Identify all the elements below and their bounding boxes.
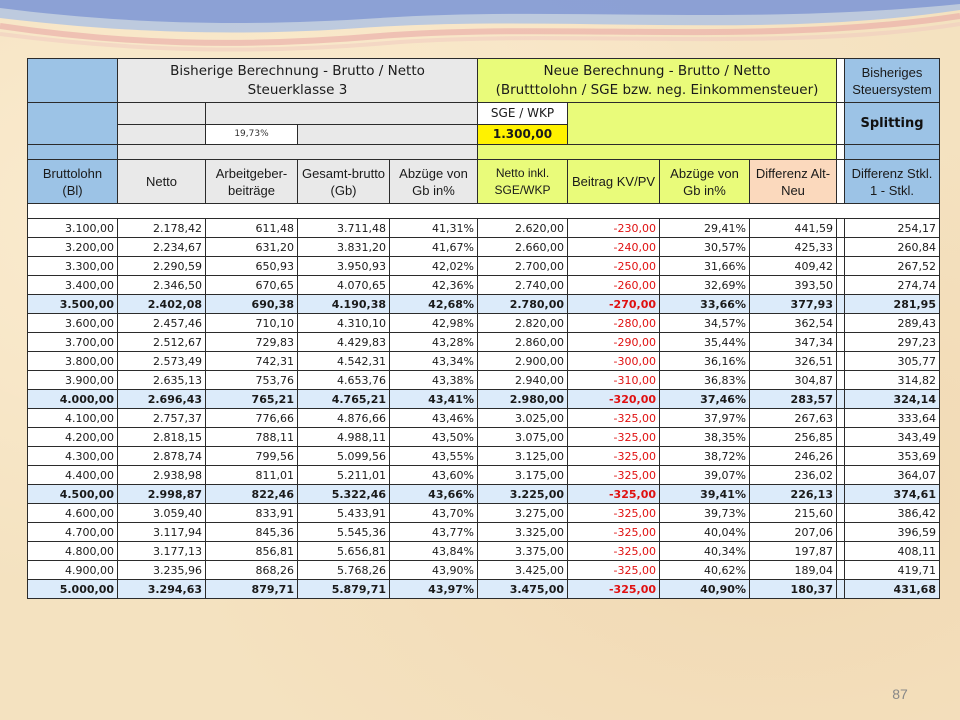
cell-netto-sge: 2.740,00 bbox=[478, 276, 568, 295]
cell-differenz-alt-neu: 362,54 bbox=[750, 314, 837, 333]
old-calculation-title: Bisherige Berechnung - Brutto / Netto bbox=[170, 62, 425, 79]
cell-differenz-stkl: 267,52 bbox=[845, 257, 940, 276]
system-header: Bisheriges Steuersystem bbox=[845, 59, 940, 103]
col-header-gesamtbrutto: Gesamt-brutto (Gb) bbox=[298, 160, 390, 204]
old-calculation-subtitle: Steuerklasse 3 bbox=[247, 81, 348, 98]
new-calculation-title: Neue Berechnung - Brutto / Netto bbox=[543, 62, 771, 79]
gap-cell bbox=[837, 276, 845, 295]
gap-cell bbox=[837, 352, 845, 371]
cell-differenz-alt-neu: 180,37 bbox=[750, 580, 837, 599]
cell-bruttolohn: 4.700,00 bbox=[28, 523, 118, 542]
cell-arbeitgeberbeitraege: 650,93 bbox=[206, 257, 298, 276]
cell-abzuege-neu: 31,66% bbox=[660, 257, 750, 276]
cell-arbeitgeberbeitraege: 710,10 bbox=[206, 314, 298, 333]
cell-bruttolohn: 4.600,00 bbox=[28, 504, 118, 523]
cell-differenz-alt-neu: 283,57 bbox=[750, 390, 837, 409]
gap-cell bbox=[837, 447, 845, 466]
gap-cell bbox=[837, 390, 845, 409]
cell-differenz-stkl: 408,11 bbox=[845, 542, 940, 561]
cell-gesamtbrutto: 5.322,46 bbox=[298, 485, 390, 504]
cell-gesamtbrutto: 3.950,93 bbox=[298, 257, 390, 276]
gap-cell bbox=[837, 428, 845, 447]
cell-netto-sge: 2.700,00 bbox=[478, 257, 568, 276]
cell-differenz-alt-neu: 226,13 bbox=[750, 485, 837, 504]
cell-arbeitgeberbeitraege: 856,81 bbox=[206, 542, 298, 561]
cell-netto: 2.234,67 bbox=[118, 238, 206, 257]
cell-abzuege-neu: 38,35% bbox=[660, 428, 750, 447]
cell-bruttolohn: 4.900,00 bbox=[28, 561, 118, 580]
gap-cell bbox=[837, 257, 845, 276]
cell-abzuege-neu: 39,73% bbox=[660, 504, 750, 523]
cell-differenz-alt-neu: 377,93 bbox=[750, 295, 837, 314]
cell-gesamtbrutto: 3.831,20 bbox=[298, 238, 390, 257]
cell-bruttolohn: 4.300,00 bbox=[28, 447, 118, 466]
table-row bbox=[28, 561, 940, 580]
cell-differenz-stkl: 281,95 bbox=[845, 295, 940, 314]
cell-netto: 2.938,98 bbox=[118, 466, 206, 485]
table-row bbox=[28, 447, 940, 466]
cell-gesamtbrutto: 5.099,56 bbox=[298, 447, 390, 466]
table-row bbox=[28, 542, 940, 561]
cell-beitrag-kvpv: -320,00 bbox=[568, 390, 660, 409]
cell-gesamtbrutto: 4.876,66 bbox=[298, 409, 390, 428]
blank-cell bbox=[118, 103, 206, 125]
cell-differenz-alt-neu: 246,26 bbox=[750, 447, 837, 466]
col-header-differenz-stkl: Differenz Stkl. 1 - Stkl. bbox=[845, 160, 940, 204]
cell-beitrag-kvpv: -325,00 bbox=[568, 409, 660, 428]
cell-bruttolohn: 3.600,00 bbox=[28, 314, 118, 333]
cell-abzuege-neu: 38,72% bbox=[660, 447, 750, 466]
cell-abzuege-alt: 42,36% bbox=[390, 276, 478, 295]
cell-differenz-stkl: 254,17 bbox=[845, 219, 940, 238]
cell-abzuege-alt: 42,02% bbox=[390, 257, 478, 276]
cell-netto: 2.635,13 bbox=[118, 371, 206, 390]
cell-abzuege-neu: 35,44% bbox=[660, 333, 750, 352]
cell-differenz-alt-neu: 425,33 bbox=[750, 238, 837, 257]
table-row bbox=[28, 276, 940, 295]
cell-netto: 3.117,94 bbox=[118, 523, 206, 542]
cell-netto: 2.878,74 bbox=[118, 447, 206, 466]
table-row bbox=[28, 219, 940, 238]
cell-netto: 3.177,13 bbox=[118, 542, 206, 561]
col-header-bruttolohn: Bruttolohn (Bl) bbox=[28, 160, 118, 204]
gap-cell bbox=[837, 485, 845, 504]
cell-abzuege-alt: 43,41% bbox=[390, 390, 478, 409]
cell-abzuege-alt: 43,90% bbox=[390, 561, 478, 580]
cell-differenz-stkl: 289,43 bbox=[845, 314, 940, 333]
cell-differenz-alt-neu: 256,85 bbox=[750, 428, 837, 447]
cell-differenz-alt-neu: 189,04 bbox=[750, 561, 837, 580]
cell-bruttolohn: 4.500,00 bbox=[28, 485, 118, 504]
gap-cell bbox=[837, 580, 845, 599]
table-row bbox=[28, 314, 940, 333]
cell-beitrag-kvpv: -270,00 bbox=[568, 295, 660, 314]
gap-cell bbox=[837, 103, 845, 145]
cell-differenz-stkl: 419,71 bbox=[845, 561, 940, 580]
cell-arbeitgeberbeitraege: 765,21 bbox=[206, 390, 298, 409]
gap-cell bbox=[837, 238, 845, 257]
gap-cell bbox=[837, 466, 845, 485]
cell-gesamtbrutto: 5.879,71 bbox=[298, 580, 390, 599]
cell-beitrag-kvpv: -325,00 bbox=[568, 542, 660, 561]
cell-bruttolohn: 3.400,00 bbox=[28, 276, 118, 295]
cell-abzuege-neu: 40,04% bbox=[660, 523, 750, 542]
cell-bruttolohn: 4.200,00 bbox=[28, 428, 118, 447]
cell-netto: 3.294,63 bbox=[118, 580, 206, 599]
cell-beitrag-kvpv: -325,00 bbox=[568, 428, 660, 447]
table-row bbox=[28, 333, 940, 352]
col-header-netto: Netto bbox=[118, 160, 206, 204]
cell-abzuege-neu: 30,57% bbox=[660, 238, 750, 257]
col-header-netto-sge: Netto inkl. SGE/WKP bbox=[478, 160, 568, 204]
cell-differenz-stkl: 274,74 bbox=[845, 276, 940, 295]
cell-abzuege-alt: 43,50% bbox=[390, 428, 478, 447]
cell-bruttolohn: 4.100,00 bbox=[28, 409, 118, 428]
cell-differenz-stkl: 314,82 bbox=[845, 371, 940, 390]
cell-abzuege-neu: 39,41% bbox=[660, 485, 750, 504]
gap-cell bbox=[837, 219, 845, 238]
cell-differenz-alt-neu: 207,06 bbox=[750, 523, 837, 542]
cell-netto-sge: 2.860,00 bbox=[478, 333, 568, 352]
gap-cell bbox=[837, 333, 845, 352]
cell-bruttolohn: 3.900,00 bbox=[28, 371, 118, 390]
new-calculation-subtitle: (Brutttolohn / SGE bzw. neg. Einkommensteuer) bbox=[495, 81, 819, 98]
table-row bbox=[28, 352, 940, 371]
cell-differenz-alt-neu: 326,51 bbox=[750, 352, 837, 371]
sge-value: 1.300,00 bbox=[478, 125, 568, 145]
cell-abzuege-alt: 43,84% bbox=[390, 542, 478, 561]
cell-abzuege-alt: 43,28% bbox=[390, 333, 478, 352]
cell-abzuege-alt: 43,66% bbox=[390, 485, 478, 504]
blank-cell bbox=[28, 103, 118, 145]
cell-gesamtbrutto: 5.433,91 bbox=[298, 504, 390, 523]
cell-bruttolohn: 3.500,00 bbox=[28, 295, 118, 314]
cell-differenz-stkl: 297,23 bbox=[845, 333, 940, 352]
cell-arbeitgeberbeitraege: 822,46 bbox=[206, 485, 298, 504]
cell-differenz-alt-neu: 347,34 bbox=[750, 333, 837, 352]
cell-differenz-alt-neu: 267,63 bbox=[750, 409, 837, 428]
cell-arbeitgeberbeitraege: 753,76 bbox=[206, 371, 298, 390]
cell-gesamtbrutto: 4.988,11 bbox=[298, 428, 390, 447]
cell-netto-sge: 3.425,00 bbox=[478, 561, 568, 580]
cell-arbeitgeberbeitraege: 690,38 bbox=[206, 295, 298, 314]
table-row bbox=[28, 580, 940, 599]
gap-cell bbox=[837, 145, 845, 160]
cell-arbeitgeberbeitraege: 611,48 bbox=[206, 219, 298, 238]
cell-abzuege-alt: 43,55% bbox=[390, 447, 478, 466]
cell-abzuege-neu: 40,90% bbox=[660, 580, 750, 599]
cell-netto-sge: 3.025,00 bbox=[478, 409, 568, 428]
cell-netto-sge: 2.780,00 bbox=[478, 295, 568, 314]
cell-gesamtbrutto: 4.310,10 bbox=[298, 314, 390, 333]
cell-beitrag-kvpv: -290,00 bbox=[568, 333, 660, 352]
cell-netto-sge: 2.660,00 bbox=[478, 238, 568, 257]
cell-beitrag-kvpv: -260,00 bbox=[568, 276, 660, 295]
cell-arbeitgeberbeitraege: 631,20 bbox=[206, 238, 298, 257]
cell-arbeitgeberbeitraege: 788,11 bbox=[206, 428, 298, 447]
spacer-row bbox=[28, 204, 940, 219]
gap-cell bbox=[837, 59, 845, 103]
cell-beitrag-kvpv: -325,00 bbox=[568, 485, 660, 504]
gap-cell bbox=[837, 504, 845, 523]
cell-netto: 2.573,49 bbox=[118, 352, 206, 371]
cell-netto-sge: 2.980,00 bbox=[478, 390, 568, 409]
cell-bruttolohn: 3.100,00 bbox=[28, 219, 118, 238]
cell-gesamtbrutto: 4.070,65 bbox=[298, 276, 390, 295]
cell-beitrag-kvpv: -310,00 bbox=[568, 371, 660, 390]
cell-arbeitgeberbeitraege: 776,66 bbox=[206, 409, 298, 428]
cell-gesamtbrutto: 4.429,83 bbox=[298, 333, 390, 352]
cell-abzuege-alt: 43,38% bbox=[390, 371, 478, 390]
tax-comparison-table bbox=[27, 58, 940, 599]
cell-beitrag-kvpv: -325,00 bbox=[568, 504, 660, 523]
new-calculation-header bbox=[478, 59, 837, 103]
gap-cell bbox=[837, 409, 845, 428]
cell-beitrag-kvpv: -230,00 bbox=[568, 219, 660, 238]
table-row bbox=[28, 238, 940, 257]
cell-abzuege-neu: 32,69% bbox=[660, 276, 750, 295]
cell-abzuege-alt: 41,31% bbox=[390, 219, 478, 238]
cell-beitrag-kvpv: -325,00 bbox=[568, 523, 660, 542]
table-row bbox=[28, 523, 940, 542]
cell-abzuege-alt: 42,98% bbox=[390, 314, 478, 333]
col-header-beitrag-kvpv: Beitrag KV/PV bbox=[568, 160, 660, 204]
old-calculation-header bbox=[118, 59, 478, 103]
cell-beitrag-kvpv: -300,00 bbox=[568, 352, 660, 371]
cell-beitrag-kvpv: -325,00 bbox=[568, 561, 660, 580]
cell-beitrag-kvpv: -325,00 bbox=[568, 580, 660, 599]
cell-gesamtbrutto: 4.542,31 bbox=[298, 352, 390, 371]
table-row bbox=[28, 295, 940, 314]
cell-netto-sge: 2.820,00 bbox=[478, 314, 568, 333]
cell-netto: 3.059,40 bbox=[118, 504, 206, 523]
cell-differenz-stkl: 386,42 bbox=[845, 504, 940, 523]
sge-label: SGE / WKP bbox=[478, 103, 568, 125]
cell-bruttolohn: 4.400,00 bbox=[28, 466, 118, 485]
blank-cell bbox=[568, 103, 837, 145]
cell-arbeitgeberbeitraege: 742,31 bbox=[206, 352, 298, 371]
cell-netto-sge: 3.225,00 bbox=[478, 485, 568, 504]
cell-abzuege-neu: 29,41% bbox=[660, 219, 750, 238]
cell-gesamtbrutto: 5.768,26 bbox=[298, 561, 390, 580]
cell-beitrag-kvpv: -240,00 bbox=[568, 238, 660, 257]
cell-differenz-stkl: 364,07 bbox=[845, 466, 940, 485]
cell-netto-sge: 3.325,00 bbox=[478, 523, 568, 542]
cell-bruttolohn: 3.300,00 bbox=[28, 257, 118, 276]
cell-beitrag-kvpv: -325,00 bbox=[568, 447, 660, 466]
col-header-differenz-alt-neu: Differenz Alt-Neu bbox=[750, 160, 837, 204]
page-number: 87 bbox=[892, 686, 908, 702]
col-header-arbeitgeberbeitraege: Arbeitgeber-beiträge bbox=[206, 160, 298, 204]
cell-abzuege-alt: 41,67% bbox=[390, 238, 478, 257]
cell-bruttolohn: 3.800,00 bbox=[28, 352, 118, 371]
cell-arbeitgeberbeitraege: 868,26 bbox=[206, 561, 298, 580]
cell-abzuege-neu: 40,34% bbox=[660, 542, 750, 561]
cell-abzuege-neu: 39,07% bbox=[660, 466, 750, 485]
cell-netto-sge: 2.620,00 bbox=[478, 219, 568, 238]
gap-cell bbox=[837, 314, 845, 333]
cell-differenz-stkl: 260,84 bbox=[845, 238, 940, 257]
cell-arbeitgeberbeitraege: 670,65 bbox=[206, 276, 298, 295]
col-header-abzuege-alt: Abzüge von Gb in% bbox=[390, 160, 478, 204]
splitting-label: Splitting bbox=[845, 103, 940, 145]
cell-differenz-stkl: 305,77 bbox=[845, 352, 940, 371]
cell-abzuege-alt: 43,77% bbox=[390, 523, 478, 542]
cell-gesamtbrutto: 4.190,38 bbox=[298, 295, 390, 314]
cell-gesamtbrutto: 5.656,81 bbox=[298, 542, 390, 561]
rate-value: 19,73% bbox=[206, 125, 298, 145]
cell-netto-sge: 3.175,00 bbox=[478, 466, 568, 485]
blank-cell bbox=[206, 103, 478, 125]
cell-gesamtbrutto: 5.545,36 bbox=[298, 523, 390, 542]
cell-abzuege-neu: 37,46% bbox=[660, 390, 750, 409]
cell-differenz-stkl: 396,59 bbox=[845, 523, 940, 542]
cell-gesamtbrutto: 4.765,21 bbox=[298, 390, 390, 409]
blank-cell bbox=[478, 145, 837, 160]
cell-netto: 2.757,37 bbox=[118, 409, 206, 428]
cell-arbeitgeberbeitraege: 799,56 bbox=[206, 447, 298, 466]
cell-differenz-stkl: 374,61 bbox=[845, 485, 940, 504]
cell-netto-sge: 3.075,00 bbox=[478, 428, 568, 447]
gap-cell bbox=[837, 542, 845, 561]
cell-netto-sge: 2.900,00 bbox=[478, 352, 568, 371]
cell-netto-sge: 2.940,00 bbox=[478, 371, 568, 390]
cell-netto: 2.512,67 bbox=[118, 333, 206, 352]
cell-arbeitgeberbeitraege: 729,83 bbox=[206, 333, 298, 352]
cell-beitrag-kvpv: -325,00 bbox=[568, 466, 660, 485]
cell-bruttolohn: 3.200,00 bbox=[28, 238, 118, 257]
cell-abzuege-alt: 43,97% bbox=[390, 580, 478, 599]
cell-abzuege-neu: 37,97% bbox=[660, 409, 750, 428]
cell-arbeitgeberbeitraege: 811,01 bbox=[206, 466, 298, 485]
cell-bruttolohn: 4.800,00 bbox=[28, 542, 118, 561]
cell-netto: 2.402,08 bbox=[118, 295, 206, 314]
cell-arbeitgeberbeitraege: 845,36 bbox=[206, 523, 298, 542]
table-row bbox=[28, 257, 940, 276]
cell-arbeitgeberbeitraege: 879,71 bbox=[206, 580, 298, 599]
blank-cell bbox=[118, 145, 478, 160]
cell-arbeitgeberbeitraege: 833,91 bbox=[206, 504, 298, 523]
cell-abzuege-neu: 36,83% bbox=[660, 371, 750, 390]
table-row bbox=[28, 485, 940, 504]
table-row bbox=[28, 390, 940, 409]
cell-bruttolohn: 4.000,00 bbox=[28, 390, 118, 409]
table-row bbox=[28, 409, 940, 428]
blank-cell bbox=[118, 125, 206, 145]
cell-abzuege-neu: 34,57% bbox=[660, 314, 750, 333]
blank-cell bbox=[298, 125, 478, 145]
cell-abzuege-neu: 36,16% bbox=[660, 352, 750, 371]
cell-differenz-stkl: 431,68 bbox=[845, 580, 940, 599]
cell-netto-sge: 3.475,00 bbox=[478, 580, 568, 599]
cell-differenz-alt-neu: 215,60 bbox=[750, 504, 837, 523]
cell-netto-sge: 3.375,00 bbox=[478, 542, 568, 561]
cell-netto: 2.290,59 bbox=[118, 257, 206, 276]
blank-cell bbox=[845, 145, 940, 160]
cell-gesamtbrutto: 4.653,76 bbox=[298, 371, 390, 390]
cell-netto: 3.235,96 bbox=[118, 561, 206, 580]
cell-differenz-alt-neu: 409,42 bbox=[750, 257, 837, 276]
cell-beitrag-kvpv: -280,00 bbox=[568, 314, 660, 333]
cell-differenz-alt-neu: 441,59 bbox=[750, 219, 837, 238]
cell-netto-sge: 3.275,00 bbox=[478, 504, 568, 523]
table-row bbox=[28, 504, 940, 523]
cell-differenz-stkl: 324,14 bbox=[845, 390, 940, 409]
col-header-abzuege-neu: Abzüge von Gb in% bbox=[660, 160, 750, 204]
gap-cell bbox=[837, 371, 845, 390]
cell-netto-sge: 3.125,00 bbox=[478, 447, 568, 466]
gap-cell bbox=[837, 160, 845, 204]
cell-differenz-stkl: 343,49 bbox=[845, 428, 940, 447]
cell-abzuege-alt: 43,34% bbox=[390, 352, 478, 371]
cell-abzuege-alt: 43,46% bbox=[390, 409, 478, 428]
cell-differenz-stkl: 353,69 bbox=[845, 447, 940, 466]
corner-cell bbox=[28, 59, 118, 103]
cell-netto: 2.346,50 bbox=[118, 276, 206, 295]
cell-abzuege-neu: 40,62% bbox=[660, 561, 750, 580]
gap-cell bbox=[837, 561, 845, 580]
cell-netto: 2.178,42 bbox=[118, 219, 206, 238]
cell-differenz-alt-neu: 197,87 bbox=[750, 542, 837, 561]
cell-netto: 2.457,46 bbox=[118, 314, 206, 333]
cell-netto: 2.696,43 bbox=[118, 390, 206, 409]
cell-differenz-alt-neu: 236,02 bbox=[750, 466, 837, 485]
cell-abzuege-alt: 42,68% bbox=[390, 295, 478, 314]
blank-cell bbox=[28, 145, 118, 160]
cell-netto: 2.998,87 bbox=[118, 485, 206, 504]
table-row bbox=[28, 428, 940, 447]
cell-netto: 2.818,15 bbox=[118, 428, 206, 447]
cell-differenz-alt-neu: 393,50 bbox=[750, 276, 837, 295]
cell-bruttolohn: 5.000,00 bbox=[28, 580, 118, 599]
cell-gesamtbrutto: 5.211,01 bbox=[298, 466, 390, 485]
cell-beitrag-kvpv: -250,00 bbox=[568, 257, 660, 276]
cell-abzuege-neu: 33,66% bbox=[660, 295, 750, 314]
cell-abzuege-alt: 43,70% bbox=[390, 504, 478, 523]
cell-differenz-alt-neu: 304,87 bbox=[750, 371, 837, 390]
gap-cell bbox=[837, 295, 845, 314]
cell-gesamtbrutto: 3.711,48 bbox=[298, 219, 390, 238]
table-row bbox=[28, 371, 940, 390]
cell-bruttolohn: 3.700,00 bbox=[28, 333, 118, 352]
gap-cell bbox=[837, 523, 845, 542]
cell-abzuege-alt: 43,60% bbox=[390, 466, 478, 485]
table-row bbox=[28, 466, 940, 485]
cell-differenz-stkl: 333,64 bbox=[845, 409, 940, 428]
